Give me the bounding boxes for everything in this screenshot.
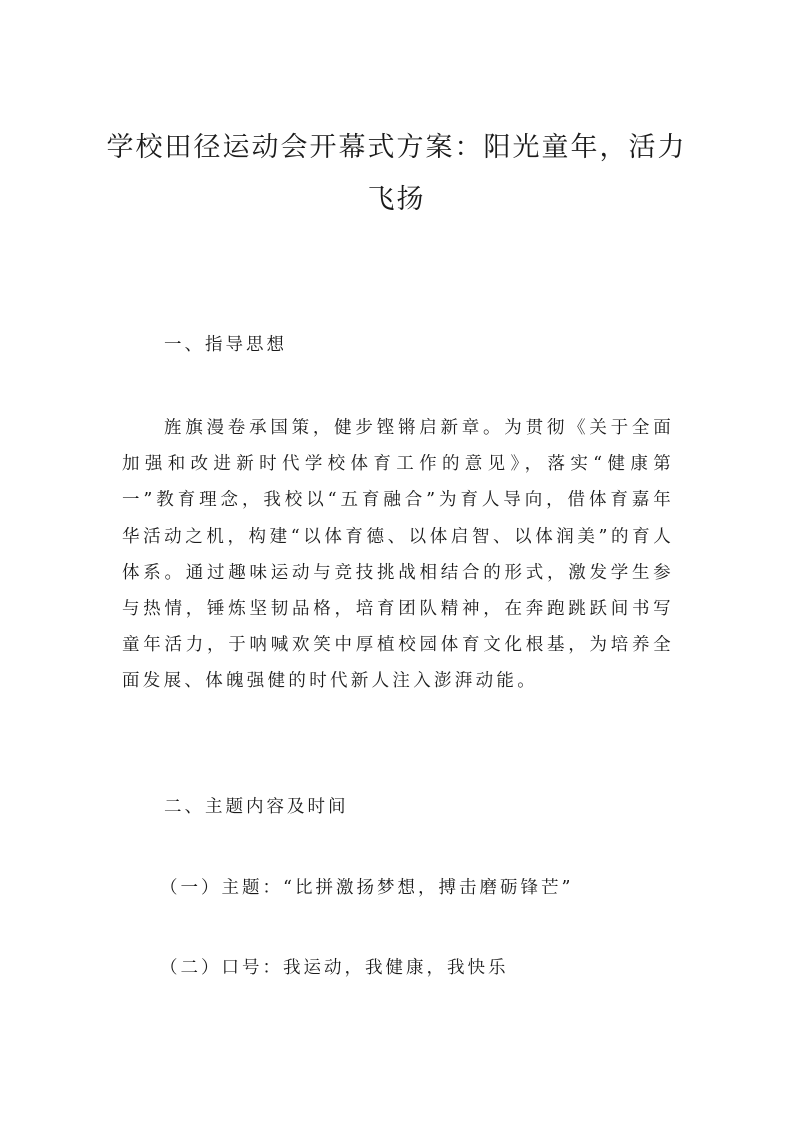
section-heading-theme-and-time: 二、主题内容及时间 [164,797,349,817]
guiding-ideology-paragraph: 旌旗漫卷承国策，健步铿锵启新章。为贯彻《关于全面加强和改进新时代学校体育工作的意见》，落实“健康第一”教育理念，我校以“五育融合”为育人导向，借体育嘉年华活动之机，构建“以体育德、以体启智、以体润美”的育人体系。通过趣味运动与竞技挑战相结合的形式，激发学生参与热情，锤炼坚韧品格，培育团队精神，在奔跑跳跃间书写童年活力，于呐喊欢笑中厚植校园体育文化根基，为培养全面发展、体魄强健的时代新人注入澎湃动能。 [122,418,674,692]
theme-item: （一）主题：“比拼激扬梦想，搏击磨砺锋芒” [160,878,574,898]
document-title: 学校田径运动会开幕式方案：阳光童年，活力飞扬 [106,132,687,215]
slogan-item: （二）口号：我运动，我健康，我快乐 [160,958,509,978]
section-heading-guiding-ideology: 一、指导思想 [164,335,287,355]
